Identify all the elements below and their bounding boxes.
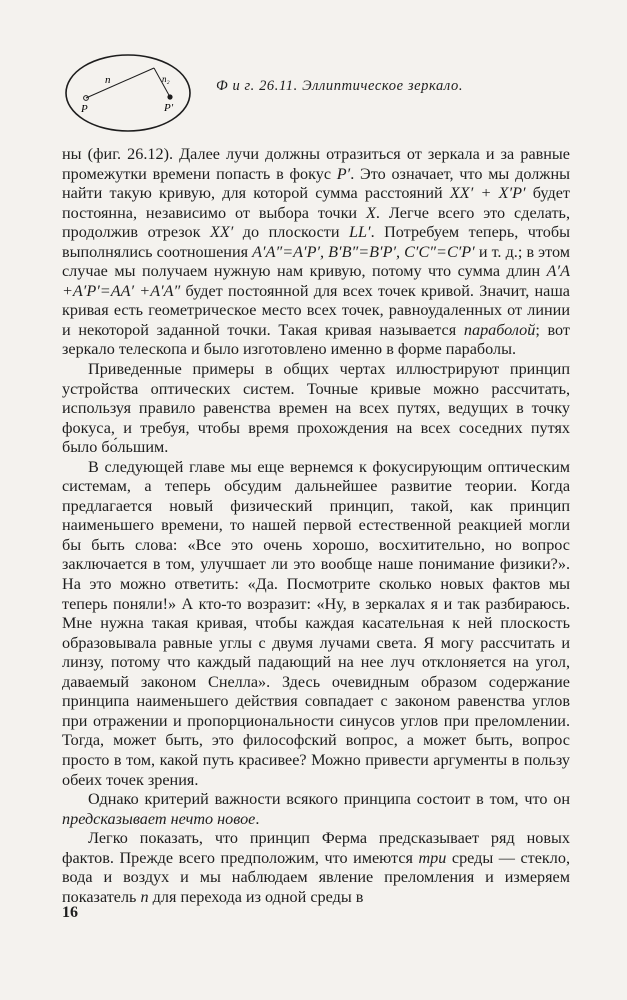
italic-run: X xyxy=(366,203,376,222)
italic-run: параболой xyxy=(463,320,536,339)
text-run: . Это означает, что мы должны найти такую кривую, для которой сумма расстояний xyxy=(62,164,570,203)
italic-run: LL′ xyxy=(349,223,371,242)
paragraph xyxy=(62,360,570,458)
label-n1: n xyxy=(105,74,111,86)
figure-26-11 xyxy=(64,52,564,134)
italic-run: n xyxy=(140,887,149,906)
paragraph xyxy=(62,829,570,907)
paragraph xyxy=(62,145,570,360)
label-p-prime: P′ xyxy=(164,102,174,114)
text-run: среды — стекло, вода и воздух и мы наблюдаем явление преломления и измеряем показатель xyxy=(62,848,571,906)
text-run: для перехода из одной среды в xyxy=(148,887,364,906)
italic-run: A′A +A′P′=AA′ +A′A″ xyxy=(62,262,570,300)
mirror-ellipse xyxy=(66,55,190,131)
text-run: . Потребуем теперь, чтобы выполнялись соотношения xyxy=(62,223,570,261)
text-run: ; вот зеркало телескопа и было изготовлено именно в форме параболы. xyxy=(62,320,570,359)
italic-run: XX′ xyxy=(209,223,234,242)
body-text xyxy=(62,145,570,907)
text-run: Однако критерий важности всякого принципа состоит в том, что он xyxy=(88,790,570,809)
italic-run: три xyxy=(418,848,447,867)
text-run: Приведенные примеры в общих чертах иллюстрируют принцип устройства оптических систем. Точные кривые можно рассчитать, используя правило равенства времен на всех путях, ведущих в точку фокуса, и требуя, чтобы время прохождения на всех соседних путях было бо́льшим. xyxy=(62,360,570,457)
paragraph xyxy=(62,790,570,829)
paragraph xyxy=(62,458,570,790)
italic-run: XX′ + X′P′ xyxy=(449,184,526,203)
label-p: P xyxy=(81,103,88,115)
focus-p-prime-point xyxy=(167,94,172,99)
text-run: до плоскости xyxy=(233,223,350,242)
text-run: Легко показать, что принцип Ферма предсказывает ряд новых фактов. Прежде всего предположим, что имеются xyxy=(62,829,570,867)
elliptic-mirror-diagram xyxy=(64,52,214,134)
text-run: . xyxy=(255,809,260,828)
italic-run: P′ xyxy=(336,164,351,183)
page-number: 16 xyxy=(62,904,78,921)
text-run: будет постоянной для всех точек кривой. Значит, наша кривая есть геометрическое место всех точек, равноудаленных от линии и некоторой заданной точки. Такая кривая называется xyxy=(62,281,570,339)
text-run: и т. д.; в этом случае мы получаем нужную нам кривую, потому что сумма длин xyxy=(62,242,571,281)
italic-run: A′A″=A′P′, B′B″=B′P′, C′C″=C′P′ xyxy=(252,242,475,261)
figure-caption: Ф и г. 26.11. Эллиптическое зеркало. xyxy=(216,78,464,94)
italic-run: предсказывает нечто новое xyxy=(62,809,256,828)
ray-incident xyxy=(86,68,154,98)
text-run: В следующей главе мы еще вернемся к фокусирующим оптическим системам, а теперь обсудим дальнейшее развитие теории. Когда предлагается новый физический принцип, такой, как принцип наименьшего времени, то нашей первой естественной реакцией могли бы быть слова: «Все это очень хорошо, восхитительно, но вопрос заключается в том, улучшает ли это вообще наше понимание физики?». На это можно ответить: «Да. Посмотрите сколько новых фактов мы теперь поняли!» А кто-то возразит: «Ну, в зеркалах я и так разбираюсь. Мне нужна такая кривая, чтобы каждая касательная к ней плоскость образовывала равные углы с двумя лучами света. Я могу рассчитать и линзу, потому что каждый падающий на нее луч отклоняется на угол, даваемый законом Снелла». Здесь очевидным образом содержание принципа наименьшего действия совпадает с законом равенства углов при отражении и пропорциональности синусов углов при преломлении. Тогда, может быть, это философский вопрос, а может быть, вопрос просто в том, какой путь красивее? Можно привести аргументы в пользу обеих точек зрения. xyxy=(62,457,570,789)
text-run: . Легче всего это сделать, продолжив отрезок xyxy=(62,203,570,242)
text-run: будет постоянна, независимо от выбора точки xyxy=(62,184,570,222)
text-run: ны (фиг. 26.12). Далее лучи должны отразиться от зеркала и за равные промежутки времени попасть в фокус xyxy=(62,145,570,183)
label-n2: n₂ xyxy=(162,74,170,84)
